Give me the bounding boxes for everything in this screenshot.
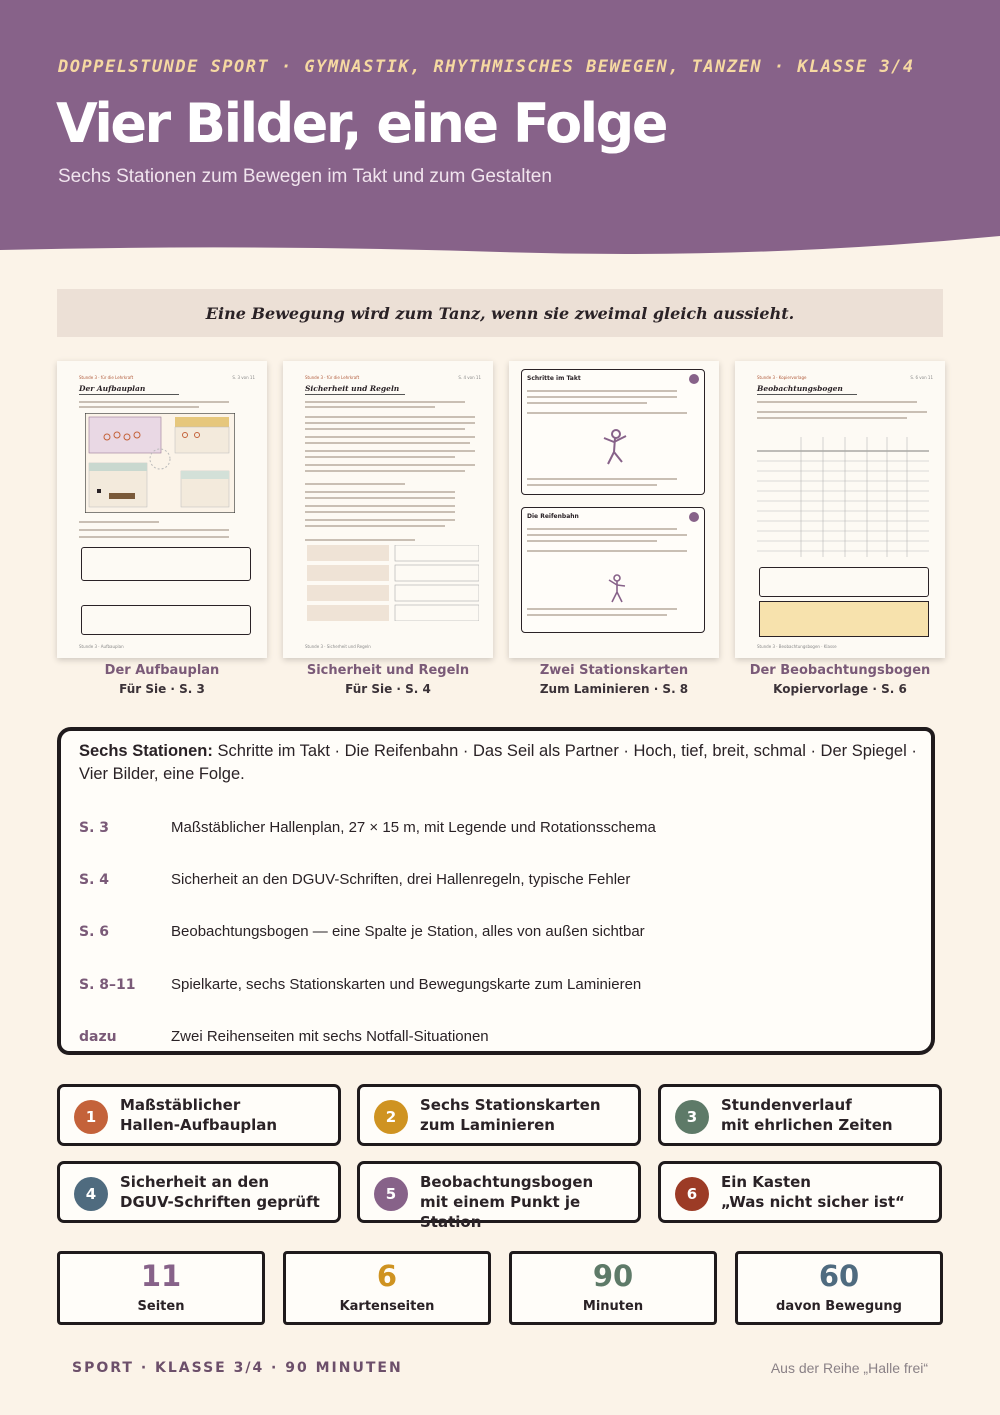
preview-page: S. 4 von 11: [458, 375, 481, 380]
stat-label: Kartenseiten: [339, 1299, 435, 1314]
feature-card: [357, 1161, 641, 1231]
stations-intro-text: Schritte im Takt · Die Reifenbahn · Das Seil als Partner · Hoch, tief, breit, schmal · Der Spiegel · Vier Bilder, eine Folge.: [79, 742, 917, 783]
preview-page: S. 6 von 11: [910, 375, 933, 380]
feature-line1: Ein Kasten: [721, 1173, 811, 1191]
feature-card: [658, 1084, 942, 1146]
page-title: Vier Bilder, eine Folge: [56, 92, 666, 155]
feature-line1: Maßstäblicher: [120, 1096, 241, 1114]
preview-head: Stunde 3 · für die Lehrkraft: [305, 375, 360, 380]
preview-aufbauplan[interactable]: [57, 361, 267, 658]
contents-text: Beobachtungsbogen — eine Spalte je Station, alles von außen sichtbar: [171, 923, 645, 940]
contents-text: Maßstäblicher Hallenplan, 27 × 15 m, mit Legende und Rotationsschema: [171, 819, 656, 836]
contents-page: S. 6: [79, 924, 110, 940]
feature-line1: Stundenverlauf: [721, 1096, 852, 1114]
preview-caption: Zwei Stationskarten: [539, 663, 689, 678]
contents-page: S. 3: [79, 820, 110, 836]
feature-line2: zum Laminieren: [420, 1116, 555, 1134]
feature-card: [57, 1161, 341, 1223]
preview-footer: Stunde 3 · Sicherheit und Regeln: [305, 644, 371, 649]
contents-text: Zwei Reihenseiten mit sechs Notfall-Situationen: [171, 1028, 489, 1045]
stat-label: Seiten: [137, 1299, 185, 1314]
feature-line1: Beobachtungsbogen: [420, 1173, 594, 1191]
feature-text: [420, 1095, 635, 1135]
station-card-1-title: Schritte im Takt: [527, 375, 581, 382]
stat-label: Minuten: [582, 1299, 644, 1314]
jumper-figure: [606, 574, 628, 606]
footer-meta: SPORT · KLASSE 3/4 · 90 MINUTEN: [72, 1360, 403, 1376]
feature-text: [420, 1172, 635, 1232]
footer-series: Aus der Reihe „Halle frei“: [770, 1360, 928, 1376]
preview-subcaption: Für Sie · S. 3: [119, 682, 205, 696]
preview-rule: [757, 394, 857, 395]
header-kicker: DOPPELSTUNDE SPORT · GYMNASTIK, RHYTHMISCHES BEWEGEN, TANZEN · KLASSE 3/4: [58, 57, 915, 77]
feature-line2: DGUV-Schriften geprüft: [120, 1193, 320, 1211]
stations-intro-label: Sechs Stationen:: [79, 742, 213, 760]
station-card-2: [521, 507, 705, 633]
feature-line2: Hallen-Aufbauplan: [120, 1116, 278, 1134]
preview-footer: Stunde 3 · Aufbauplan: [79, 644, 124, 649]
contents-row: [79, 819, 656, 836]
stat-card-movement: [735, 1251, 943, 1325]
preview-subcaption: Zum Laminieren · S. 8: [539, 682, 689, 696]
observation-table-illustration: [757, 433, 929, 563]
feature-number-badge: 2: [374, 1100, 408, 1134]
contents-row: [79, 871, 630, 888]
quote-bar: [57, 289, 943, 337]
preview-subcaption: Kopiervorlage · S. 6: [773, 682, 907, 696]
stat-card-pages: [57, 1251, 265, 1325]
hall-plan-illustration: [85, 413, 235, 513]
preview-footer: Stunde 3 · Beobachtungsbogen · Klasse: [757, 644, 837, 649]
contents-row: [79, 1028, 489, 1045]
stat-value: 90: [592, 1259, 634, 1293]
feature-text: [721, 1095, 936, 1135]
preview-beobachtungsbogen[interactable]: [735, 361, 945, 658]
contents-page: dazu: [79, 1029, 117, 1045]
contents-page: S. 4: [79, 872, 110, 888]
preview-rule: [79, 394, 179, 395]
stat-label: davon Bewegung: [776, 1299, 902, 1314]
stations-overview-box: [57, 727, 935, 1055]
feature-line2: mit ehrlichen Zeiten: [721, 1116, 893, 1134]
stat-value: 60: [818, 1259, 860, 1293]
feature-text: [120, 1095, 335, 1135]
feature-number-badge: 6: [675, 1177, 709, 1211]
station-card-2-title: Die Reifenbahn: [527, 513, 579, 520]
preview-title: Sicherheit und Regeln: [305, 384, 400, 393]
feature-number-badge: 3: [675, 1100, 709, 1134]
feature-number-badge: 1: [74, 1100, 108, 1134]
preview-caption: Der Aufbauplan: [104, 663, 220, 678]
feature-card: [658, 1161, 942, 1223]
preview-rule: [305, 394, 405, 395]
feature-line1: Sechs Stationskarten: [420, 1096, 601, 1114]
contents-row: [79, 976, 641, 993]
preview-stationskarten[interactable]: [509, 361, 719, 658]
quote-text: Eine Bewegung wird zum Tanz, wenn sie zweimal gleich aussieht.: [205, 303, 795, 323]
dancer-figure: [600, 428, 630, 468]
feature-card: [357, 1084, 641, 1146]
stat-value: 11: [140, 1259, 182, 1293]
preview-caption: Der Beobachtungsbogen: [749, 663, 931, 678]
contents-page: S. 8–11: [79, 977, 136, 993]
contents-text: Sicherheit an den DGUV-Schriften, drei Hallenregeln, typische Fehler: [171, 871, 631, 888]
preview-head: Stunde 3 · Kopiervorlage: [757, 375, 807, 380]
page-subtitle: Sechs Stationen zum Bewegen im Takt und zum Gestalten: [58, 166, 552, 187]
preview-subcaption: Für Sie · S. 4: [345, 682, 431, 696]
stations-intro: [79, 740, 929, 786]
feature-number-badge: 5: [374, 1177, 408, 1211]
preview-title: Der Aufbauplan: [79, 384, 146, 393]
feature-text: [120, 1172, 335, 1212]
preview-title: Beobachtungsbogen: [757, 384, 843, 393]
error-grid-illustration: [307, 545, 479, 621]
preview-caption: Sicherheit und Regeln: [306, 663, 470, 678]
stat-value: 6: [376, 1259, 398, 1293]
stat-card-cards: [283, 1251, 491, 1325]
preview-sicherheit[interactable]: [283, 361, 493, 658]
station-card-1: [521, 369, 705, 495]
feature-card: [57, 1084, 341, 1146]
feature-line2: „Was nicht sicher ist“: [721, 1193, 905, 1211]
stat-card-minutes: [509, 1251, 717, 1325]
contents-text: Spielkarte, sechs Stationskarten und Bewegungskarte zum Laminieren: [171, 976, 642, 993]
feature-text: [721, 1172, 936, 1212]
header-wave: [0, 226, 1000, 266]
feature-number-badge: 4: [74, 1177, 108, 1211]
contents-row: [79, 923, 645, 940]
feature-line2: mit einem Punkt je Station: [420, 1193, 581, 1231]
feature-line1: Sicherheit an den: [120, 1173, 270, 1191]
preview-page: S. 3 von 11: [232, 375, 255, 380]
notes-field: [759, 601, 929, 637]
preview-head: Stunde 3 · für die Lehrkraft: [79, 375, 134, 380]
